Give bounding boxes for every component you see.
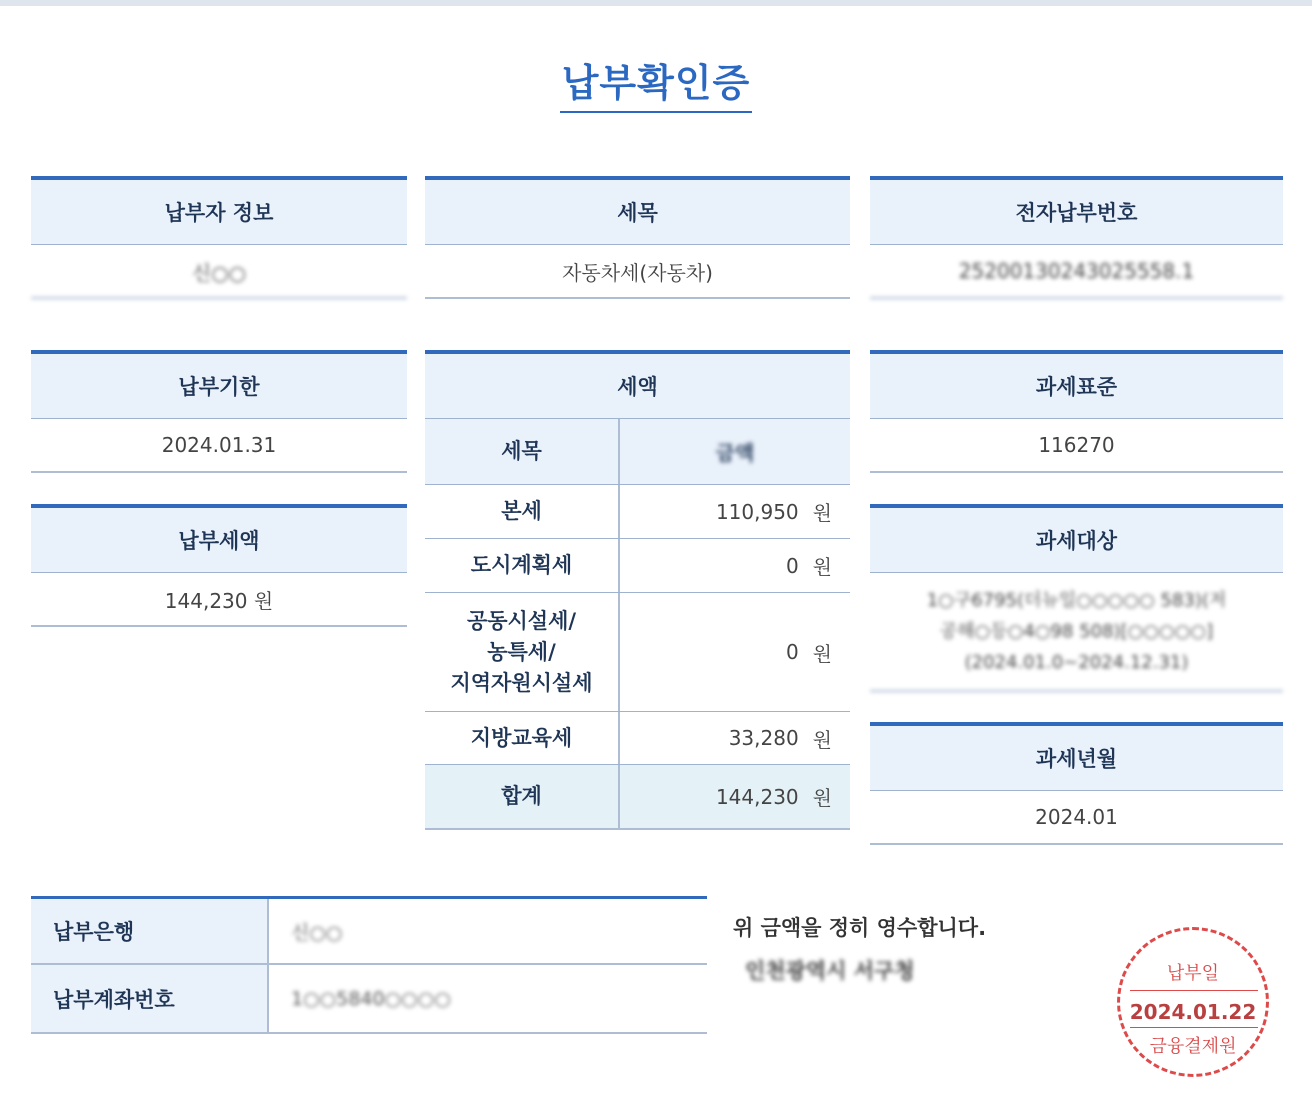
table-row xyxy=(425,539,850,593)
tax-base-value: 116270 xyxy=(870,419,1283,473)
tax-base-header: 과세표준 xyxy=(870,350,1283,419)
tax-amount-table xyxy=(425,350,850,830)
bank-value: 신○○ xyxy=(291,921,343,944)
payment-stamp xyxy=(1117,927,1269,1077)
row-item: 공동시설세/ 농특세/ 지역자원시설세 xyxy=(425,593,620,711)
page-title: 납부확인증 xyxy=(560,52,753,113)
account-label: 납부계좌번호 xyxy=(31,965,269,1032)
row-unit: 원 xyxy=(812,555,832,579)
pay-amount-box xyxy=(31,504,407,627)
table-row xyxy=(425,712,850,765)
tax-object-line1: 1○구6795(더뉴일○○○○○ 583)(저 xyxy=(926,590,1227,611)
tax-item-value: 자동차세(자동차) xyxy=(425,245,850,299)
table-total-row xyxy=(425,765,850,830)
account-row xyxy=(31,965,707,1034)
tax-year-month-box xyxy=(870,722,1283,845)
tax-object-value xyxy=(870,573,1283,692)
row-amount-cell xyxy=(620,485,850,538)
tax-object-box xyxy=(870,504,1283,692)
total-label: 합계 xyxy=(425,765,620,828)
due-date-value: 2024.01.31 xyxy=(31,419,407,473)
due-date-box xyxy=(31,350,407,473)
pay-amount-header: 납부세액 xyxy=(31,504,407,573)
e-payment-header: 전자납부번호 xyxy=(870,176,1283,245)
tax-object-line3: (2024.01.0~2024.12.31) xyxy=(964,652,1189,673)
account-value: 1○○5840○○○○ xyxy=(291,987,451,1010)
col-item-header: 세목 xyxy=(425,419,620,484)
payer-box xyxy=(31,176,407,299)
top-bar xyxy=(0,0,1312,6)
row-item: 본세 xyxy=(425,485,620,538)
row-amount: 0 xyxy=(785,553,799,578)
due-date-header: 납부기한 xyxy=(31,350,407,419)
total-unit: 원 xyxy=(812,786,832,810)
tax-amount-header: 세액 xyxy=(425,350,850,419)
tax-item-box xyxy=(425,176,850,299)
total-amount: 144,230 xyxy=(715,784,799,809)
e-payment-box xyxy=(870,176,1283,299)
bank-table xyxy=(31,896,707,1034)
payer-value: 신○○ xyxy=(31,245,407,299)
e-payment-value: 25200130243025558.1 xyxy=(870,245,1283,299)
tax-base-box xyxy=(870,350,1283,473)
row-unit: 원 xyxy=(812,641,832,666)
row-amount: 110,950 xyxy=(715,499,799,524)
row-unit: 원 xyxy=(812,501,832,525)
table-header-row xyxy=(425,419,850,485)
receipt-text: 위 금액을 정히 영수합니다. xyxy=(733,916,987,940)
row-amount-cell xyxy=(620,593,850,711)
table-row xyxy=(425,485,850,539)
tax-object-header: 과세대상 xyxy=(870,504,1283,573)
row-item: 도시계획세 xyxy=(425,539,620,592)
stamp-date: 2024.01.22 xyxy=(1129,1000,1257,1024)
row-item: 지방교육세 xyxy=(425,712,620,764)
stamp-divider xyxy=(1130,990,1258,991)
page-title-wrap xyxy=(0,52,1312,113)
tax-year-month-header: 과세년월 xyxy=(870,722,1283,791)
tax-object-line2: 공해○등○4○98 508)[○○○○○] xyxy=(939,621,1214,642)
col-amount-header: 금액 xyxy=(715,441,755,465)
row-amount: 33,280 xyxy=(728,726,799,750)
tax-item-header: 세목 xyxy=(425,176,850,245)
payer-header: 납부자 정보 xyxy=(31,176,407,245)
issuer-name: 인천광역시 서구청 xyxy=(745,959,915,983)
stamp-divider xyxy=(1130,1027,1258,1028)
total-amount-cell xyxy=(620,765,850,828)
row-unit: 원 xyxy=(812,727,832,752)
row-amount-cell xyxy=(620,712,850,764)
stamp-label: 납부일 xyxy=(1166,963,1220,984)
table-row xyxy=(425,593,850,712)
tax-year-month-value: 2024.01 xyxy=(870,791,1283,845)
row-amount-cell xyxy=(620,539,850,592)
bank-row xyxy=(31,896,707,965)
stamp-org: 금융결제원 xyxy=(1149,1036,1237,1057)
row-amount: 0 xyxy=(785,640,799,664)
pay-amount-value: 144,230 원 xyxy=(31,573,407,627)
bank-label: 납부은행 xyxy=(31,899,269,963)
